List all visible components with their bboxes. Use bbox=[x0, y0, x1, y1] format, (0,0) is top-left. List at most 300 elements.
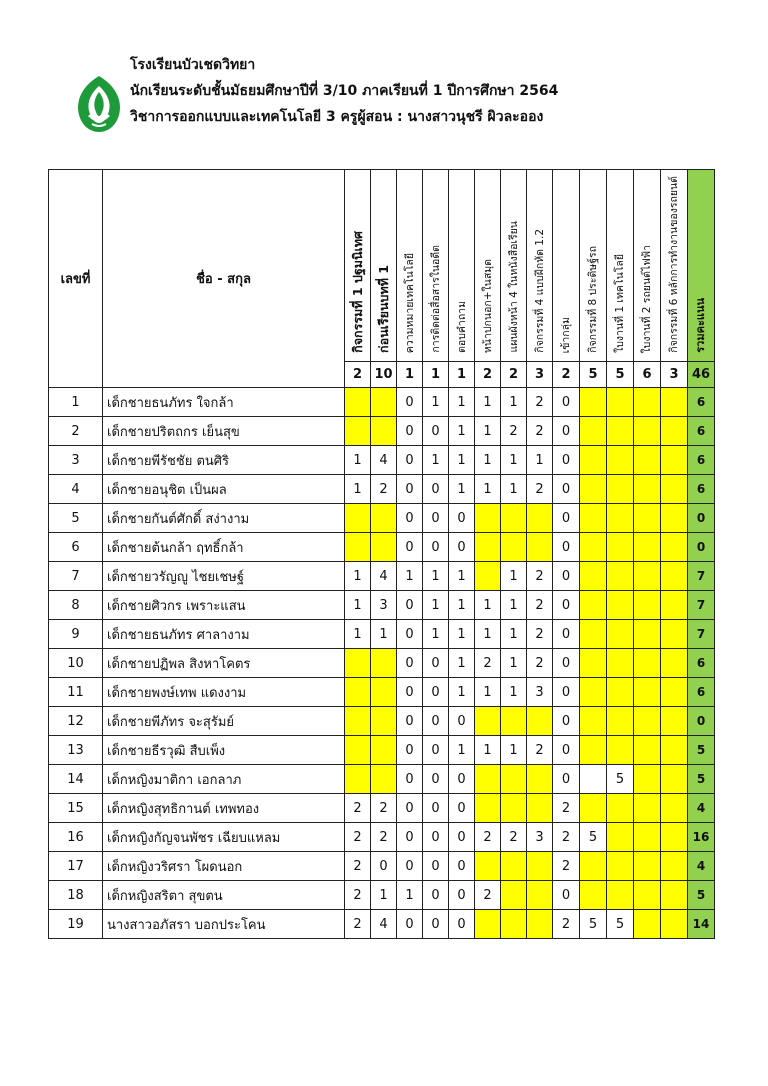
score-cell: 1 bbox=[501, 591, 527, 620]
student-number: 15 bbox=[49, 794, 103, 823]
score-cell: 1 bbox=[475, 475, 501, 504]
total-score-cell: 0 bbox=[688, 533, 715, 562]
score-cell bbox=[527, 881, 553, 910]
score-cell: 1 bbox=[475, 591, 501, 620]
score-cell bbox=[607, 475, 634, 504]
max-score-cell: 6 bbox=[634, 362, 661, 388]
score-cell: 0 bbox=[397, 620, 423, 649]
score-cell bbox=[475, 910, 501, 939]
score-cell: 0 bbox=[423, 736, 449, 765]
score-cell: 2 bbox=[501, 417, 527, 446]
score-cell bbox=[371, 533, 397, 562]
score-cell: 2 bbox=[345, 852, 371, 881]
score-cell bbox=[345, 417, 371, 446]
table-row bbox=[49, 881, 715, 910]
score-cell: 0 bbox=[553, 678, 580, 707]
score-cell: 5 bbox=[580, 910, 607, 939]
column-header-total bbox=[688, 170, 715, 362]
score-cell: 2 bbox=[371, 475, 397, 504]
score-cell: 1 bbox=[475, 620, 501, 649]
score-cell bbox=[607, 881, 634, 910]
score-cell bbox=[580, 591, 607, 620]
total-label: รวมคะแนน bbox=[694, 298, 707, 353]
score-cell: 0 bbox=[553, 446, 580, 475]
score-cell bbox=[661, 388, 688, 417]
column-header-activity bbox=[607, 170, 634, 362]
score-cell bbox=[475, 504, 501, 533]
score-cell bbox=[475, 765, 501, 794]
column-header-activity bbox=[397, 170, 423, 362]
score-cell: 0 bbox=[423, 823, 449, 852]
score-cell bbox=[607, 823, 634, 852]
score-cell: 0 bbox=[553, 388, 580, 417]
max-score-cell: 2 bbox=[501, 362, 527, 388]
document-header bbox=[70, 52, 690, 142]
score-cell bbox=[501, 765, 527, 794]
max-score-cell: 1 bbox=[449, 362, 475, 388]
score-cell bbox=[634, 765, 661, 794]
max-total-cell: 46 bbox=[688, 362, 715, 388]
score-cell: 2 bbox=[371, 823, 397, 852]
column-header-activity bbox=[634, 170, 661, 362]
max-score-cell: 2 bbox=[553, 362, 580, 388]
score-cell bbox=[580, 852, 607, 881]
score-cell: 0 bbox=[449, 707, 475, 736]
score-cell bbox=[607, 678, 634, 707]
score-cell: 2 bbox=[527, 620, 553, 649]
max-score-cell: 2 bbox=[475, 362, 501, 388]
table-row bbox=[49, 707, 715, 736]
max-score-cell: 1 bbox=[423, 362, 449, 388]
score-cell bbox=[580, 475, 607, 504]
score-cell bbox=[634, 591, 661, 620]
score-cell: 2 bbox=[371, 794, 397, 823]
table-row bbox=[49, 591, 715, 620]
score-cell: 1 bbox=[449, 388, 475, 417]
activity-label: กิจกรรมที่ 4 แบบฝึกหัด 1.2 bbox=[533, 229, 546, 353]
score-cell bbox=[661, 533, 688, 562]
score-cell: 2 bbox=[527, 736, 553, 765]
student-number: 19 bbox=[49, 910, 103, 939]
score-cell: 5 bbox=[607, 765, 634, 794]
score-cell bbox=[371, 765, 397, 794]
score-cell bbox=[580, 504, 607, 533]
score-cell bbox=[661, 417, 688, 446]
score-cell bbox=[580, 388, 607, 417]
score-cell bbox=[345, 388, 371, 417]
score-cell: 0 bbox=[397, 591, 423, 620]
table-row bbox=[49, 823, 715, 852]
table-row bbox=[49, 649, 715, 678]
score-cell bbox=[634, 736, 661, 765]
score-cell bbox=[580, 881, 607, 910]
score-cell: 0 bbox=[397, 678, 423, 707]
score-cell: 1 bbox=[449, 736, 475, 765]
student-name: เด็กชายธนภัทร ใจกล้า bbox=[103, 388, 345, 417]
score-cell bbox=[580, 417, 607, 446]
student-name: เด็กชายธนภัทร ศาลางาม bbox=[103, 620, 345, 649]
score-cell bbox=[501, 794, 527, 823]
total-score-cell: 7 bbox=[688, 591, 715, 620]
score-cell: 0 bbox=[397, 475, 423, 504]
score-cell: 2 bbox=[345, 910, 371, 939]
activity-label: หน้าปกนอก+ในสมุด bbox=[481, 258, 494, 353]
column-header-number: เลขที่ bbox=[49, 170, 103, 388]
score-cell bbox=[634, 881, 661, 910]
student-name: เด็กชายพงษ์เทพ แดงงาม bbox=[103, 678, 345, 707]
score-cell bbox=[475, 707, 501, 736]
student-name: เด็กหญิงสุทธิกานต์ เทพทอง bbox=[103, 794, 345, 823]
score-cell bbox=[634, 823, 661, 852]
student-number: 9 bbox=[49, 620, 103, 649]
score-cell: 2 bbox=[527, 562, 553, 591]
column-header-activity bbox=[449, 170, 475, 362]
score-cell bbox=[475, 794, 501, 823]
score-cell: 1 bbox=[501, 649, 527, 678]
score-cell: 3 bbox=[527, 823, 553, 852]
score-cell: 0 bbox=[553, 591, 580, 620]
score-cell: 0 bbox=[397, 765, 423, 794]
score-cell: 1 bbox=[345, 591, 371, 620]
score-cell: 0 bbox=[371, 852, 397, 881]
score-cell bbox=[580, 765, 607, 794]
score-cell bbox=[661, 649, 688, 678]
score-cell bbox=[371, 417, 397, 446]
student-number: 4 bbox=[49, 475, 103, 504]
score-cell: 1 bbox=[397, 881, 423, 910]
score-cell: 1 bbox=[345, 562, 371, 591]
score-cell bbox=[634, 910, 661, 939]
score-cell: 4 bbox=[371, 562, 397, 591]
score-cell bbox=[371, 707, 397, 736]
subject-info: วิชาการออกแบบและเทคโนโลยี 3 ครูผู้สอน : นางสาวนุชรี ผิวละออง bbox=[130, 109, 544, 125]
score-cell: 2 bbox=[553, 852, 580, 881]
activity-label: กิจกรรมที่ 1 ปฐมนิเทศ bbox=[349, 231, 365, 353]
score-cell bbox=[475, 533, 501, 562]
score-cell: 2 bbox=[527, 591, 553, 620]
score-cell: 1 bbox=[501, 475, 527, 504]
table-row bbox=[49, 678, 715, 707]
score-cell bbox=[501, 707, 527, 736]
activity-label: ความหมายเทคโนโลยี bbox=[403, 252, 416, 353]
score-cell bbox=[345, 678, 371, 707]
score-cell: 2 bbox=[501, 823, 527, 852]
score-cell: 0 bbox=[397, 446, 423, 475]
score-cell bbox=[527, 707, 553, 736]
score-cell bbox=[527, 910, 553, 939]
score-cell bbox=[371, 649, 397, 678]
score-cell bbox=[345, 533, 371, 562]
score-cell bbox=[634, 533, 661, 562]
student-name: เด็กชายพีภัทร จะสุรัมย์ bbox=[103, 707, 345, 736]
score-cell: 0 bbox=[397, 533, 423, 562]
score-cell: 2 bbox=[527, 417, 553, 446]
table-row bbox=[49, 765, 715, 794]
score-cell bbox=[607, 620, 634, 649]
student-name: เด็กหญิงมาติกา เอกลาภ bbox=[103, 765, 345, 794]
score-cell: 5 bbox=[580, 823, 607, 852]
score-cell bbox=[634, 649, 661, 678]
score-cell: 0 bbox=[397, 852, 423, 881]
score-cell: 1 bbox=[449, 446, 475, 475]
activity-label: ตอบคำถาม bbox=[455, 301, 468, 353]
score-cell: 0 bbox=[449, 794, 475, 823]
score-cell: 0 bbox=[553, 475, 580, 504]
score-cell bbox=[475, 562, 501, 591]
score-cell: 0 bbox=[553, 417, 580, 446]
score-cell: 2 bbox=[553, 823, 580, 852]
score-cell: 0 bbox=[397, 794, 423, 823]
total-score-cell: 5 bbox=[688, 765, 715, 794]
score-cell: 0 bbox=[553, 504, 580, 533]
student-number: 6 bbox=[49, 533, 103, 562]
table-row bbox=[49, 504, 715, 533]
max-score-cell: 2 bbox=[345, 362, 371, 388]
score-cell: 0 bbox=[449, 910, 475, 939]
score-cell: 0 bbox=[553, 649, 580, 678]
score-cell: 0 bbox=[397, 910, 423, 939]
score-cell: 0 bbox=[397, 417, 423, 446]
student-name: เด็กชายศิวกร เพราะแสน bbox=[103, 591, 345, 620]
score-cell bbox=[501, 910, 527, 939]
student-number: 18 bbox=[49, 881, 103, 910]
score-cell: 1 bbox=[423, 562, 449, 591]
column-header-activity bbox=[345, 170, 371, 362]
score-cell bbox=[661, 736, 688, 765]
score-cell: 2 bbox=[475, 649, 501, 678]
score-cell bbox=[634, 388, 661, 417]
score-cell: 0 bbox=[423, 852, 449, 881]
score-cell bbox=[634, 446, 661, 475]
score-cell bbox=[634, 794, 661, 823]
score-cell bbox=[634, 562, 661, 591]
score-cell bbox=[661, 446, 688, 475]
table-row bbox=[49, 562, 715, 591]
score-cell: 0 bbox=[449, 823, 475, 852]
table-row bbox=[49, 910, 715, 939]
score-cell: 2 bbox=[553, 794, 580, 823]
score-cell: 1 bbox=[345, 475, 371, 504]
score-cell bbox=[580, 620, 607, 649]
score-cell: 1 bbox=[423, 388, 449, 417]
student-number: 13 bbox=[49, 736, 103, 765]
score-cell: 0 bbox=[449, 533, 475, 562]
score-cell: 0 bbox=[423, 678, 449, 707]
score-cell bbox=[634, 678, 661, 707]
score-cell bbox=[607, 707, 634, 736]
score-cell: 1 bbox=[475, 417, 501, 446]
score-cell: 0 bbox=[423, 765, 449, 794]
score-cell bbox=[501, 504, 527, 533]
score-cell bbox=[661, 562, 688, 591]
score-cell bbox=[607, 533, 634, 562]
score-cell bbox=[661, 852, 688, 881]
student-name: เด็กชายวรัญญู ไชยเชษฐ์ bbox=[103, 562, 345, 591]
score-cell: 0 bbox=[423, 475, 449, 504]
table-row bbox=[49, 794, 715, 823]
score-cell: 1 bbox=[345, 620, 371, 649]
score-cell: 1 bbox=[371, 620, 397, 649]
score-cell bbox=[634, 852, 661, 881]
score-cell bbox=[580, 794, 607, 823]
score-cell bbox=[607, 446, 634, 475]
total-score-cell: 14 bbox=[688, 910, 715, 939]
score-cell bbox=[345, 504, 371, 533]
score-cell bbox=[634, 417, 661, 446]
score-cell: 0 bbox=[423, 533, 449, 562]
score-cell bbox=[607, 794, 634, 823]
table-row bbox=[49, 475, 715, 504]
score-cell: 4 bbox=[371, 446, 397, 475]
score-cell bbox=[661, 591, 688, 620]
score-cell bbox=[607, 649, 634, 678]
score-cell: 2 bbox=[345, 881, 371, 910]
activity-label: ก่อนเรียนบทที่ 1 bbox=[375, 265, 391, 353]
activity-label: การติดต่อสื่อสารในอดีต bbox=[429, 245, 442, 353]
total-score-cell: 7 bbox=[688, 562, 715, 591]
score-cell: 1 bbox=[423, 620, 449, 649]
table-row bbox=[49, 388, 715, 417]
student-number: 16 bbox=[49, 823, 103, 852]
max-score-cell: 3 bbox=[527, 362, 553, 388]
column-header-activity bbox=[580, 170, 607, 362]
table-row bbox=[49, 446, 715, 475]
student-number: 7 bbox=[49, 562, 103, 591]
total-score-cell: 16 bbox=[688, 823, 715, 852]
score-cell bbox=[634, 475, 661, 504]
total-score-cell: 6 bbox=[688, 417, 715, 446]
score-cell bbox=[580, 649, 607, 678]
score-cell: 1 bbox=[475, 446, 501, 475]
student-name: เด็กชายอนุชิต เป็นผล bbox=[103, 475, 345, 504]
score-cell: 2 bbox=[475, 881, 501, 910]
score-cell: 0 bbox=[397, 504, 423, 533]
score-cell bbox=[371, 504, 397, 533]
student-number: 14 bbox=[49, 765, 103, 794]
score-cell: 1 bbox=[475, 736, 501, 765]
score-cell: 1 bbox=[345, 446, 371, 475]
student-number: 1 bbox=[49, 388, 103, 417]
score-cell bbox=[634, 620, 661, 649]
score-cell bbox=[661, 620, 688, 649]
score-cell bbox=[371, 736, 397, 765]
score-cell bbox=[501, 533, 527, 562]
score-cell bbox=[607, 417, 634, 446]
student-number: 5 bbox=[49, 504, 103, 533]
score-cell: 0 bbox=[423, 794, 449, 823]
score-cell bbox=[661, 475, 688, 504]
column-header-activity bbox=[423, 170, 449, 362]
score-cell bbox=[661, 881, 688, 910]
score-cell: 0 bbox=[423, 417, 449, 446]
score-cell: 4 bbox=[371, 910, 397, 939]
student-name: เด็กหญิงกัญจนพัชร เฉียบแหลม bbox=[103, 823, 345, 852]
score-cell: 0 bbox=[423, 910, 449, 939]
score-cell bbox=[607, 591, 634, 620]
score-cell: 1 bbox=[527, 446, 553, 475]
student-name: เด็กชายปริตถกร เย็นสุข bbox=[103, 417, 345, 446]
total-score-cell: 6 bbox=[688, 649, 715, 678]
score-cell bbox=[661, 678, 688, 707]
score-cell: 1 bbox=[423, 591, 449, 620]
student-number: 3 bbox=[49, 446, 103, 475]
score-cell: 1 bbox=[475, 388, 501, 417]
score-cell: 0 bbox=[553, 765, 580, 794]
total-score-cell: 6 bbox=[688, 388, 715, 417]
student-name: เด็กชายปฏิพล สิงหาโคตร bbox=[103, 649, 345, 678]
score-cell: 0 bbox=[553, 881, 580, 910]
school-name: โรงเรียนบัวเชดวิทยา bbox=[130, 57, 256, 73]
score-cell bbox=[501, 881, 527, 910]
score-cell bbox=[634, 707, 661, 736]
score-cell bbox=[607, 388, 634, 417]
column-header-name: ชื่อ - สกุล bbox=[103, 170, 345, 388]
score-cell bbox=[371, 678, 397, 707]
score-cell: 0 bbox=[423, 649, 449, 678]
score-cell: 0 bbox=[397, 707, 423, 736]
score-cell: 1 bbox=[423, 446, 449, 475]
score-cell: 0 bbox=[397, 736, 423, 765]
score-cell: 1 bbox=[501, 736, 527, 765]
score-cell bbox=[527, 765, 553, 794]
score-cell: 3 bbox=[371, 591, 397, 620]
score-cell: 0 bbox=[397, 823, 423, 852]
score-cell: 0 bbox=[553, 533, 580, 562]
student-name: นางสาวอภัสรา บอกประโคน bbox=[103, 910, 345, 939]
score-cell: 1 bbox=[501, 678, 527, 707]
score-cell bbox=[345, 736, 371, 765]
max-score-cell: 1 bbox=[397, 362, 423, 388]
score-cell: 1 bbox=[501, 562, 527, 591]
score-cell bbox=[661, 910, 688, 939]
student-number: 11 bbox=[49, 678, 103, 707]
score-cell: 1 bbox=[501, 620, 527, 649]
score-cell: 1 bbox=[449, 562, 475, 591]
score-cell: 1 bbox=[449, 591, 475, 620]
column-header-activity bbox=[553, 170, 580, 362]
score-cell bbox=[607, 736, 634, 765]
student-number: 2 bbox=[49, 417, 103, 446]
table-row bbox=[49, 736, 715, 765]
score-cell bbox=[607, 562, 634, 591]
score-cell: 0 bbox=[449, 881, 475, 910]
score-cell: 1 bbox=[449, 678, 475, 707]
column-header-activity bbox=[475, 170, 501, 362]
score-cell bbox=[661, 504, 688, 533]
header-row bbox=[49, 170, 715, 362]
student-rows bbox=[49, 388, 715, 939]
score-cell: 0 bbox=[449, 852, 475, 881]
table-row bbox=[49, 852, 715, 881]
score-cell: 1 bbox=[449, 475, 475, 504]
table-row bbox=[49, 533, 715, 562]
total-score-cell: 0 bbox=[688, 707, 715, 736]
score-cell bbox=[527, 794, 553, 823]
max-score-cell: 5 bbox=[607, 362, 634, 388]
score-cell bbox=[607, 852, 634, 881]
total-score-cell: 0 bbox=[688, 504, 715, 533]
score-cell bbox=[661, 794, 688, 823]
score-cell: 2 bbox=[527, 388, 553, 417]
max-score-cell: 10 bbox=[371, 362, 397, 388]
score-cell: 0 bbox=[449, 504, 475, 533]
table-row bbox=[49, 417, 715, 446]
column-header-activity bbox=[501, 170, 527, 362]
total-score-cell: 5 bbox=[688, 881, 715, 910]
student-name: เด็กหญิงสริตา สุขตน bbox=[103, 881, 345, 910]
score-cell bbox=[580, 562, 607, 591]
score-cell bbox=[345, 765, 371, 794]
